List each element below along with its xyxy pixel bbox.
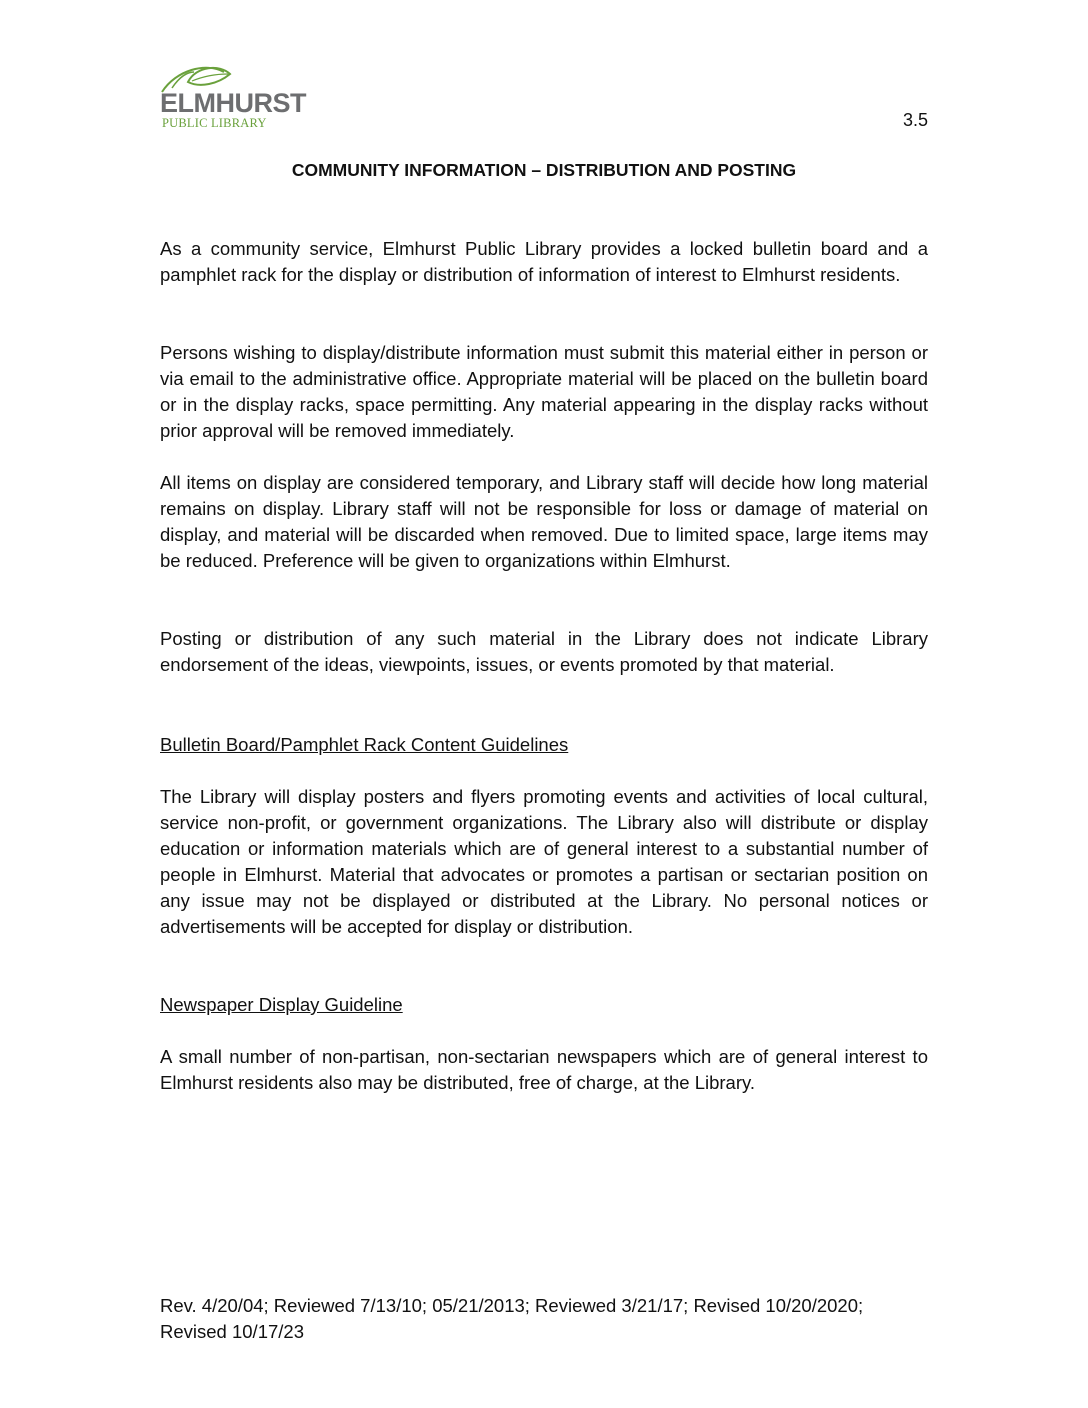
- paragraph-submission: Persons wishing to display/distribute information must submit this material either in person or via email to the administrative office. Appropriate material will be placed on the bulletin board or in the display racks, space permitting. Any material appearing in the display racks without prior approval will be removed immediately.: [160, 342, 928, 441]
- paragraph-endorsement: Posting or distribution of any such material in the Library does not indicate Library endorsement of the ideas, viewpoints, issues, or events promoted by that material.: [160, 628, 928, 675]
- revision-line-2: Revised 10/17/23: [160, 1321, 304, 1342]
- logo-name: ELMHURST: [160, 88, 306, 118]
- logo-subtitle: PUBLIC LIBRARY: [162, 116, 267, 130]
- paragraph-intro: As a community service, Elmhurst Public Library provides a locked bulletin board and a pamphlet rack for the display or distribution of information of interest to Elmhurst residents.: [160, 238, 928, 285]
- revision-footer: [160, 1293, 940, 1345]
- paragraph-temporary: All items on display are considered temporary, and Library staff will decide how long material remains on display. Library staff will not be responsible for loss or damage of material on display, and material will be discarded when removed. Due to limited space, large items may be reduced. Preference will be given to organizations within Elmhurst.: [160, 472, 928, 571]
- section-heading-bulletin: Bulletin Board/Pamphlet Rack Content Guidelines: [160, 734, 569, 755]
- library-logo: [158, 62, 308, 132]
- page-number: 3.5: [902, 110, 928, 130]
- page-title: COMMUNITY INFORMATION – DISTRIBUTION AND POSTING: [291, 160, 797, 180]
- section-heading-newspaper: Newspaper Display Guideline: [160, 994, 403, 1015]
- paragraph-bulletin-guidelines: The Library will display posters and flyers promoting events and activities of local cultural, service non-profit, or government organizations. The Library also will distribute or display education or information materials which are of general interest to a substantial number of people in Elmhurst. Material that advocates or promotes a partisan or sectarian position on any issue may not be displayed or distributed at the Library. No personal notices or advertisements will be accepted for display or distribution.: [160, 786, 928, 937]
- paragraph-newspaper-guideline: A small number of non-partisan, non-sectarian newspapers which are of general interest to Elmhurst residents also may be distributed, free of charge, at the Library.: [160, 1046, 928, 1093]
- revision-line-1: Rev. 4/20/04; Reviewed 7/13/10; 05/21/2013; Reviewed 3/21/17; Revised 10/20/2020;: [160, 1295, 864, 1316]
